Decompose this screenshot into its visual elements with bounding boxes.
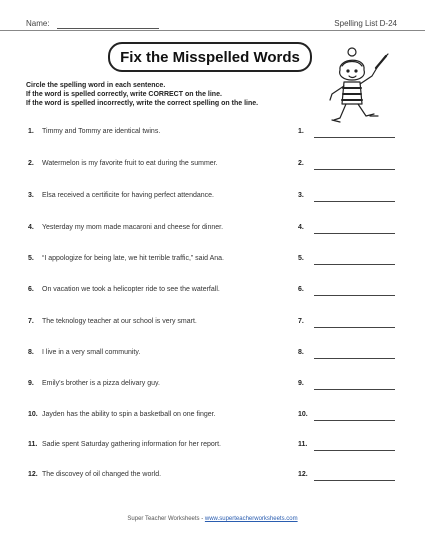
answer-line[interactable] bbox=[314, 358, 395, 359]
instruction-line: If the word is spelled correctly, write CORRECT on the line. bbox=[26, 91, 222, 98]
header-divider bbox=[0, 30, 425, 31]
answer-line[interactable] bbox=[314, 233, 395, 234]
spelling-list-id: Spelling List D-24 bbox=[334, 19, 397, 28]
question-row bbox=[0, 349, 425, 363]
question-row bbox=[0, 380, 425, 394]
question-number: 11. bbox=[28, 441, 38, 448]
question-sentence: “I appologize for being late, we hit terrible traffic,” said Ana. bbox=[42, 255, 224, 262]
question-number: 4. bbox=[28, 224, 34, 231]
footer-brand: Super Teacher Worksheets bbox=[127, 516, 200, 522]
answer-line[interactable] bbox=[314, 450, 395, 451]
footer-separator: - bbox=[201, 516, 204, 522]
question-sentence: I live in a very small community. bbox=[42, 349, 141, 356]
question-number: 8. bbox=[28, 349, 34, 356]
instructions bbox=[26, 81, 336, 108]
answer-number: 10. bbox=[298, 411, 308, 418]
question-number: 7. bbox=[28, 318, 34, 325]
question-number: 6. bbox=[28, 286, 34, 293]
question-row bbox=[0, 192, 425, 206]
answer-number: 5. bbox=[298, 255, 304, 262]
worksheet-title: Fix the Misspelled Words bbox=[108, 42, 312, 72]
question-row bbox=[0, 255, 425, 269]
answer-line[interactable] bbox=[314, 169, 395, 170]
question-row bbox=[0, 441, 425, 455]
name-label: Name: bbox=[26, 19, 50, 28]
question-sentence: Jayden has the ability to spin a basketball on one finger. bbox=[42, 411, 216, 418]
name-field-line[interactable] bbox=[57, 28, 159, 29]
answer-number: 3. bbox=[298, 192, 304, 199]
answer-number: 4. bbox=[298, 224, 304, 231]
question-sentence: Elsa received a certificite for having perfect attendance. bbox=[42, 192, 214, 199]
instruction-line: If the word is spelled incorrectly, write the correct spelling on the line. bbox=[26, 100, 259, 107]
answer-line[interactable] bbox=[314, 420, 395, 421]
question-sentence: The discovey of oil changed the world. bbox=[42, 471, 162, 478]
question-sentence: Timmy and Tommy are identical twins. bbox=[42, 128, 161, 135]
question-sentence: Watermelon is my favorite fruit to eat during the summer. bbox=[42, 160, 218, 167]
question-row bbox=[0, 128, 425, 142]
question-number: 2. bbox=[28, 160, 34, 167]
girl-with-pencil-illustration bbox=[326, 46, 390, 126]
question-sentence: The teknology teacher at our school is very smart. bbox=[42, 318, 197, 325]
answer-number: 11. bbox=[298, 441, 308, 448]
question-number: 12. bbox=[28, 471, 38, 478]
question-sentence: On vacation we took a helicopter ride to see the waterfall. bbox=[42, 286, 220, 293]
answer-line[interactable] bbox=[314, 327, 395, 328]
question-row bbox=[0, 224, 425, 238]
question-row bbox=[0, 411, 425, 425]
answer-line[interactable] bbox=[314, 480, 395, 481]
question-row bbox=[0, 471, 425, 485]
question-number: 9. bbox=[28, 380, 34, 387]
question-number: 3. bbox=[28, 192, 34, 199]
answer-line[interactable] bbox=[314, 201, 395, 202]
answer-number: 7. bbox=[298, 318, 304, 325]
answer-number: 8. bbox=[298, 349, 304, 356]
answer-line[interactable] bbox=[314, 137, 395, 138]
answer-number: 12. bbox=[298, 471, 308, 478]
answer-number: 1. bbox=[298, 128, 304, 135]
question-number: 1. bbox=[28, 128, 34, 135]
question-number: 10. bbox=[28, 411, 38, 418]
question-sentence: Yesterday my mom made macaroni and cheese for dinner. bbox=[42, 224, 224, 231]
question-row bbox=[0, 286, 425, 300]
answer-line[interactable] bbox=[314, 389, 395, 390]
footer bbox=[0, 516, 425, 522]
answer-number: 9. bbox=[298, 380, 304, 387]
answer-number: 6. bbox=[298, 286, 304, 293]
answer-line[interactable] bbox=[314, 295, 395, 296]
question-row bbox=[0, 160, 425, 174]
answer-number: 2. bbox=[298, 160, 304, 167]
question-row bbox=[0, 318, 425, 332]
question-number: 5. bbox=[28, 255, 34, 262]
answer-line[interactable] bbox=[314, 264, 395, 265]
question-sentence: Emily's brother is a pizza delivary guy. bbox=[42, 380, 160, 387]
footer-url-link[interactable]: www.superteacherworksheets.com bbox=[204, 516, 298, 522]
question-sentence: Sadie spent Saturday gathering information for her report. bbox=[42, 441, 221, 448]
instruction-line: Circle the spelling word in each sentence. bbox=[26, 82, 166, 89]
